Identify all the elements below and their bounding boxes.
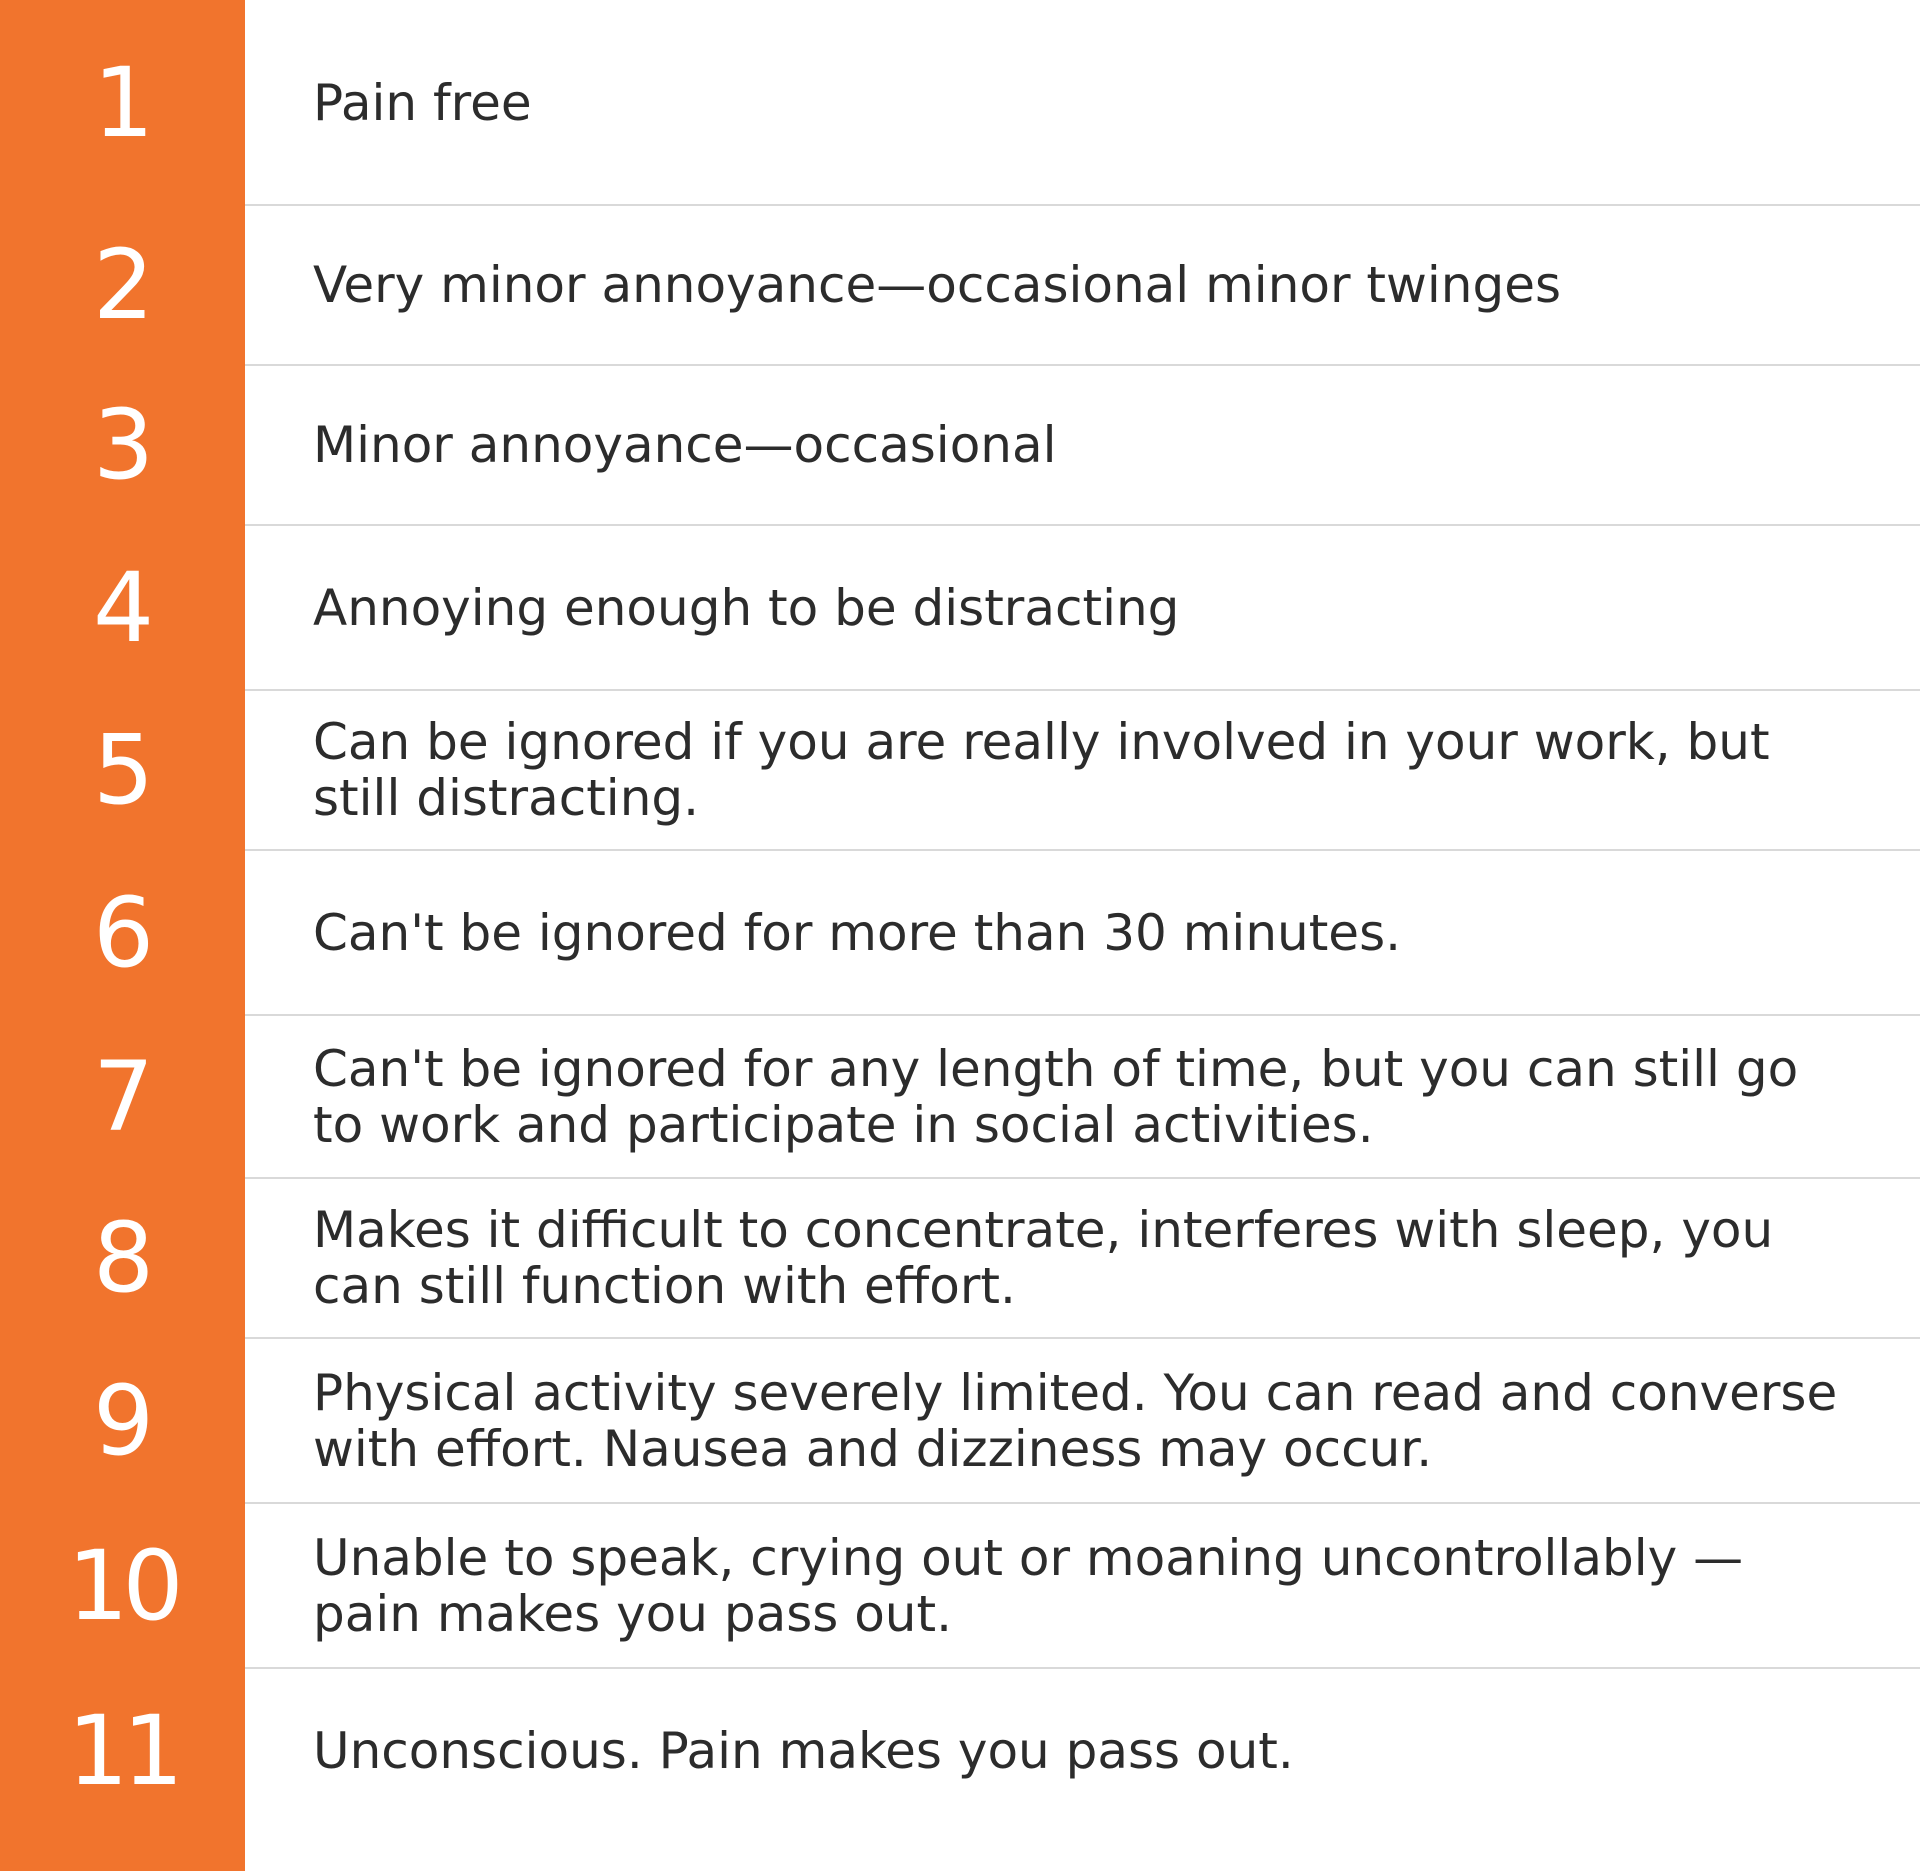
scale-description-7: Can't be ignored for any length of time, but you can still go to work and participate in social activities. [313, 1039, 1799, 1154]
scale-row-6 [0, 850, 1920, 1015]
scale-number-8: 8 [92, 1202, 153, 1314]
scale-number-4: 4 [92, 551, 153, 664]
scale-number-5: 5 [92, 714, 153, 826]
scale-description-5: Can be ignored if you are really involved in your work, but still distracting. [313, 713, 1770, 827]
scale-row-9 [0, 1338, 1920, 1503]
scale-description-6: Can't be ignored for more than 30 minutes. [313, 903, 1402, 962]
scale-number-11: 11 [67, 1694, 178, 1807]
scale-number-1: 1 [92, 46, 153, 159]
scale-number-2: 2 [92, 229, 153, 341]
scale-description-10: Unable to speak, crying out or moaning uncontrollably —pain makes you pass out. [313, 1528, 1744, 1643]
scale-row-11 [0, 1668, 1920, 1833]
scale-description-3: Minor annoyance—occasional [313, 416, 1057, 474]
scale-row-8 [0, 1178, 1920, 1338]
scale-row-2 [0, 205, 1920, 365]
scale-description-9: Physical activity severely limited. You can read and converse with effort. Nausea and dizziness may occur. [313, 1363, 1838, 1478]
scale-number-3: 3 [92, 389, 153, 501]
scale-number-6: 6 [92, 876, 153, 989]
scale-description-1: Pain free [313, 73, 532, 132]
scale-row-7 [0, 1015, 1920, 1178]
scale-number-10: 10 [67, 1529, 178, 1642]
scale-number-7: 7 [92, 1040, 153, 1153]
scale-description-4: Annoying enough to be distracting [313, 578, 1180, 637]
scale-row-5 [0, 690, 1920, 850]
scale-description-8: Makes it difficult to concentrate, interferes with sleep, you can still function with effort. [313, 1201, 1774, 1315]
scale-row-1 [0, 0, 1920, 205]
scale-row-10 [0, 1503, 1920, 1668]
scale-row-4 [0, 525, 1920, 690]
scale-number-9: 9 [92, 1364, 153, 1477]
scale-description-2: Very minor annoyance—occasional minor twinges [313, 256, 1562, 314]
scale-description-11: Unconscious. Pain makes you pass out. [313, 1721, 1294, 1780]
scale-row-3 [0, 365, 1920, 525]
